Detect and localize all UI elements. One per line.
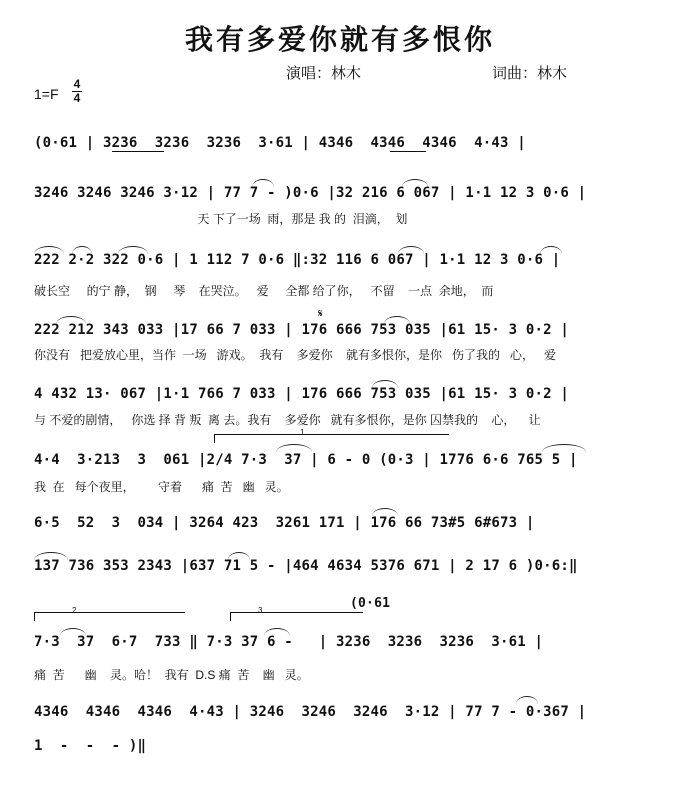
slur <box>264 628 290 636</box>
volta-bracket-1 <box>214 434 449 443</box>
score-line-9: 7·3 37 6·7 733 ‖ 7·3 37 6 - | 3236 3236 3236 3·61 | <box>34 634 544 650</box>
slur <box>402 179 428 187</box>
slur <box>516 696 538 704</box>
time-signature-bottom: 4 <box>73 91 81 105</box>
underline-1 <box>112 151 164 152</box>
lyric-line-9: 痛 苦 幽 灵。哈！ 我有 D.S 痛 苦 幽 灵。 <box>34 668 309 682</box>
slur <box>384 316 410 324</box>
score-line-8: 137 736 353 2343 |637 71 5 - |464 4634 5376 671 | 2 17 6 )0·6:‖ <box>34 558 578 574</box>
slur <box>228 552 250 560</box>
slur <box>34 246 64 254</box>
score-line-6: 4·4 3·213 3 061 |2/4 7·3 37 | 6 - 0 (0·3 | 1776 6·6 765 5 | <box>34 452 578 468</box>
score-line-11: 1 - - - )‖ <box>34 738 147 754</box>
lyric-line-3: 破长空 的宁 静， 钢 琴 在哭泣。 爱 全都 给了你， 不留 一点 余地， 而 <box>34 284 494 298</box>
slur <box>276 444 312 452</box>
slur <box>56 316 86 324</box>
slur <box>542 444 586 452</box>
slur <box>60 628 86 636</box>
slur <box>372 508 398 516</box>
slur <box>118 246 148 254</box>
score-line-3: 222 2·2 322 0·6 | 1 112 7 0·6 ‖:32 116 6 067 | 1·1 12 3 0·6 | <box>34 252 561 268</box>
score-line-5: 4 432 13· 067 |1·1 766 7 033 | 176 666 753 035 |61 15· 3 0·2 | <box>34 386 569 402</box>
segno-sign: 𝄋 <box>318 308 323 320</box>
time-signature-top: 4 <box>73 77 81 91</box>
score-line-4: 222 212 343 033 |17 66 7 033 | 176 666 753 035 |61 15· 3 0·2 | <box>34 322 569 338</box>
volta-bracket-2 <box>34 612 185 621</box>
slur <box>398 246 424 254</box>
slur <box>372 380 398 388</box>
key-signature: 1=F <box>34 86 59 102</box>
volta-bracket-3 <box>230 612 363 621</box>
time-signature <box>72 78 82 105</box>
score-line-10: 4346 4346 4346 4·43 | 3246 3246 3246 3·12 | 77 7 - 0·367 | <box>34 704 587 720</box>
score-line-1: (0·61 | 3236 3236 3236 3·61 | 4346 4346 4346 4·43 | <box>34 135 526 151</box>
lyric-line-2: 天 下了一场 雨，那是 我 的 泪滴， 划 <box>34 212 408 226</box>
pickup-notes: (0·61 <box>350 596 391 611</box>
song-title: 我有多爱你就有多恨你 <box>184 23 495 56</box>
score-line-2: 3246 3246 3246 3·12 | 77 7 - )0·6 |32 216 6 067 | 1·1 12 3 0·6 | <box>34 185 587 201</box>
volta-number-3: 3 <box>258 606 263 615</box>
singer-credit: 演唱：林木 <box>286 65 362 82</box>
lyric-line-4: 你没有 把爱放心里，当作 一场 游戏。 我有 多爱你 就有多恨你，是你 伤了我的 心， 爱 <box>34 348 557 362</box>
slur <box>72 246 92 254</box>
lyric-line-5: 与 不爱的剧情， 你选 择 背 叛 离 去。我有 多爱你 就有多恨你，是你 囚禁我的 心， 让 <box>34 413 541 427</box>
volta-number-2: 2 <box>72 606 77 615</box>
lyric-line-6: 我 在 每个夜里， 守着 痛 苦 幽 灵。 <box>34 480 289 494</box>
underline-2 <box>390 151 426 152</box>
volta-number-1: 1 <box>300 428 305 437</box>
slur <box>540 246 562 254</box>
score-line-7: 6·5 52 3 034 | 3264 423 3261 171 | 176 66 73#5 6#673 | <box>34 515 535 531</box>
writer-credit: 词曲：林木 <box>492 65 568 82</box>
slur <box>252 179 274 187</box>
slur <box>34 552 68 560</box>
